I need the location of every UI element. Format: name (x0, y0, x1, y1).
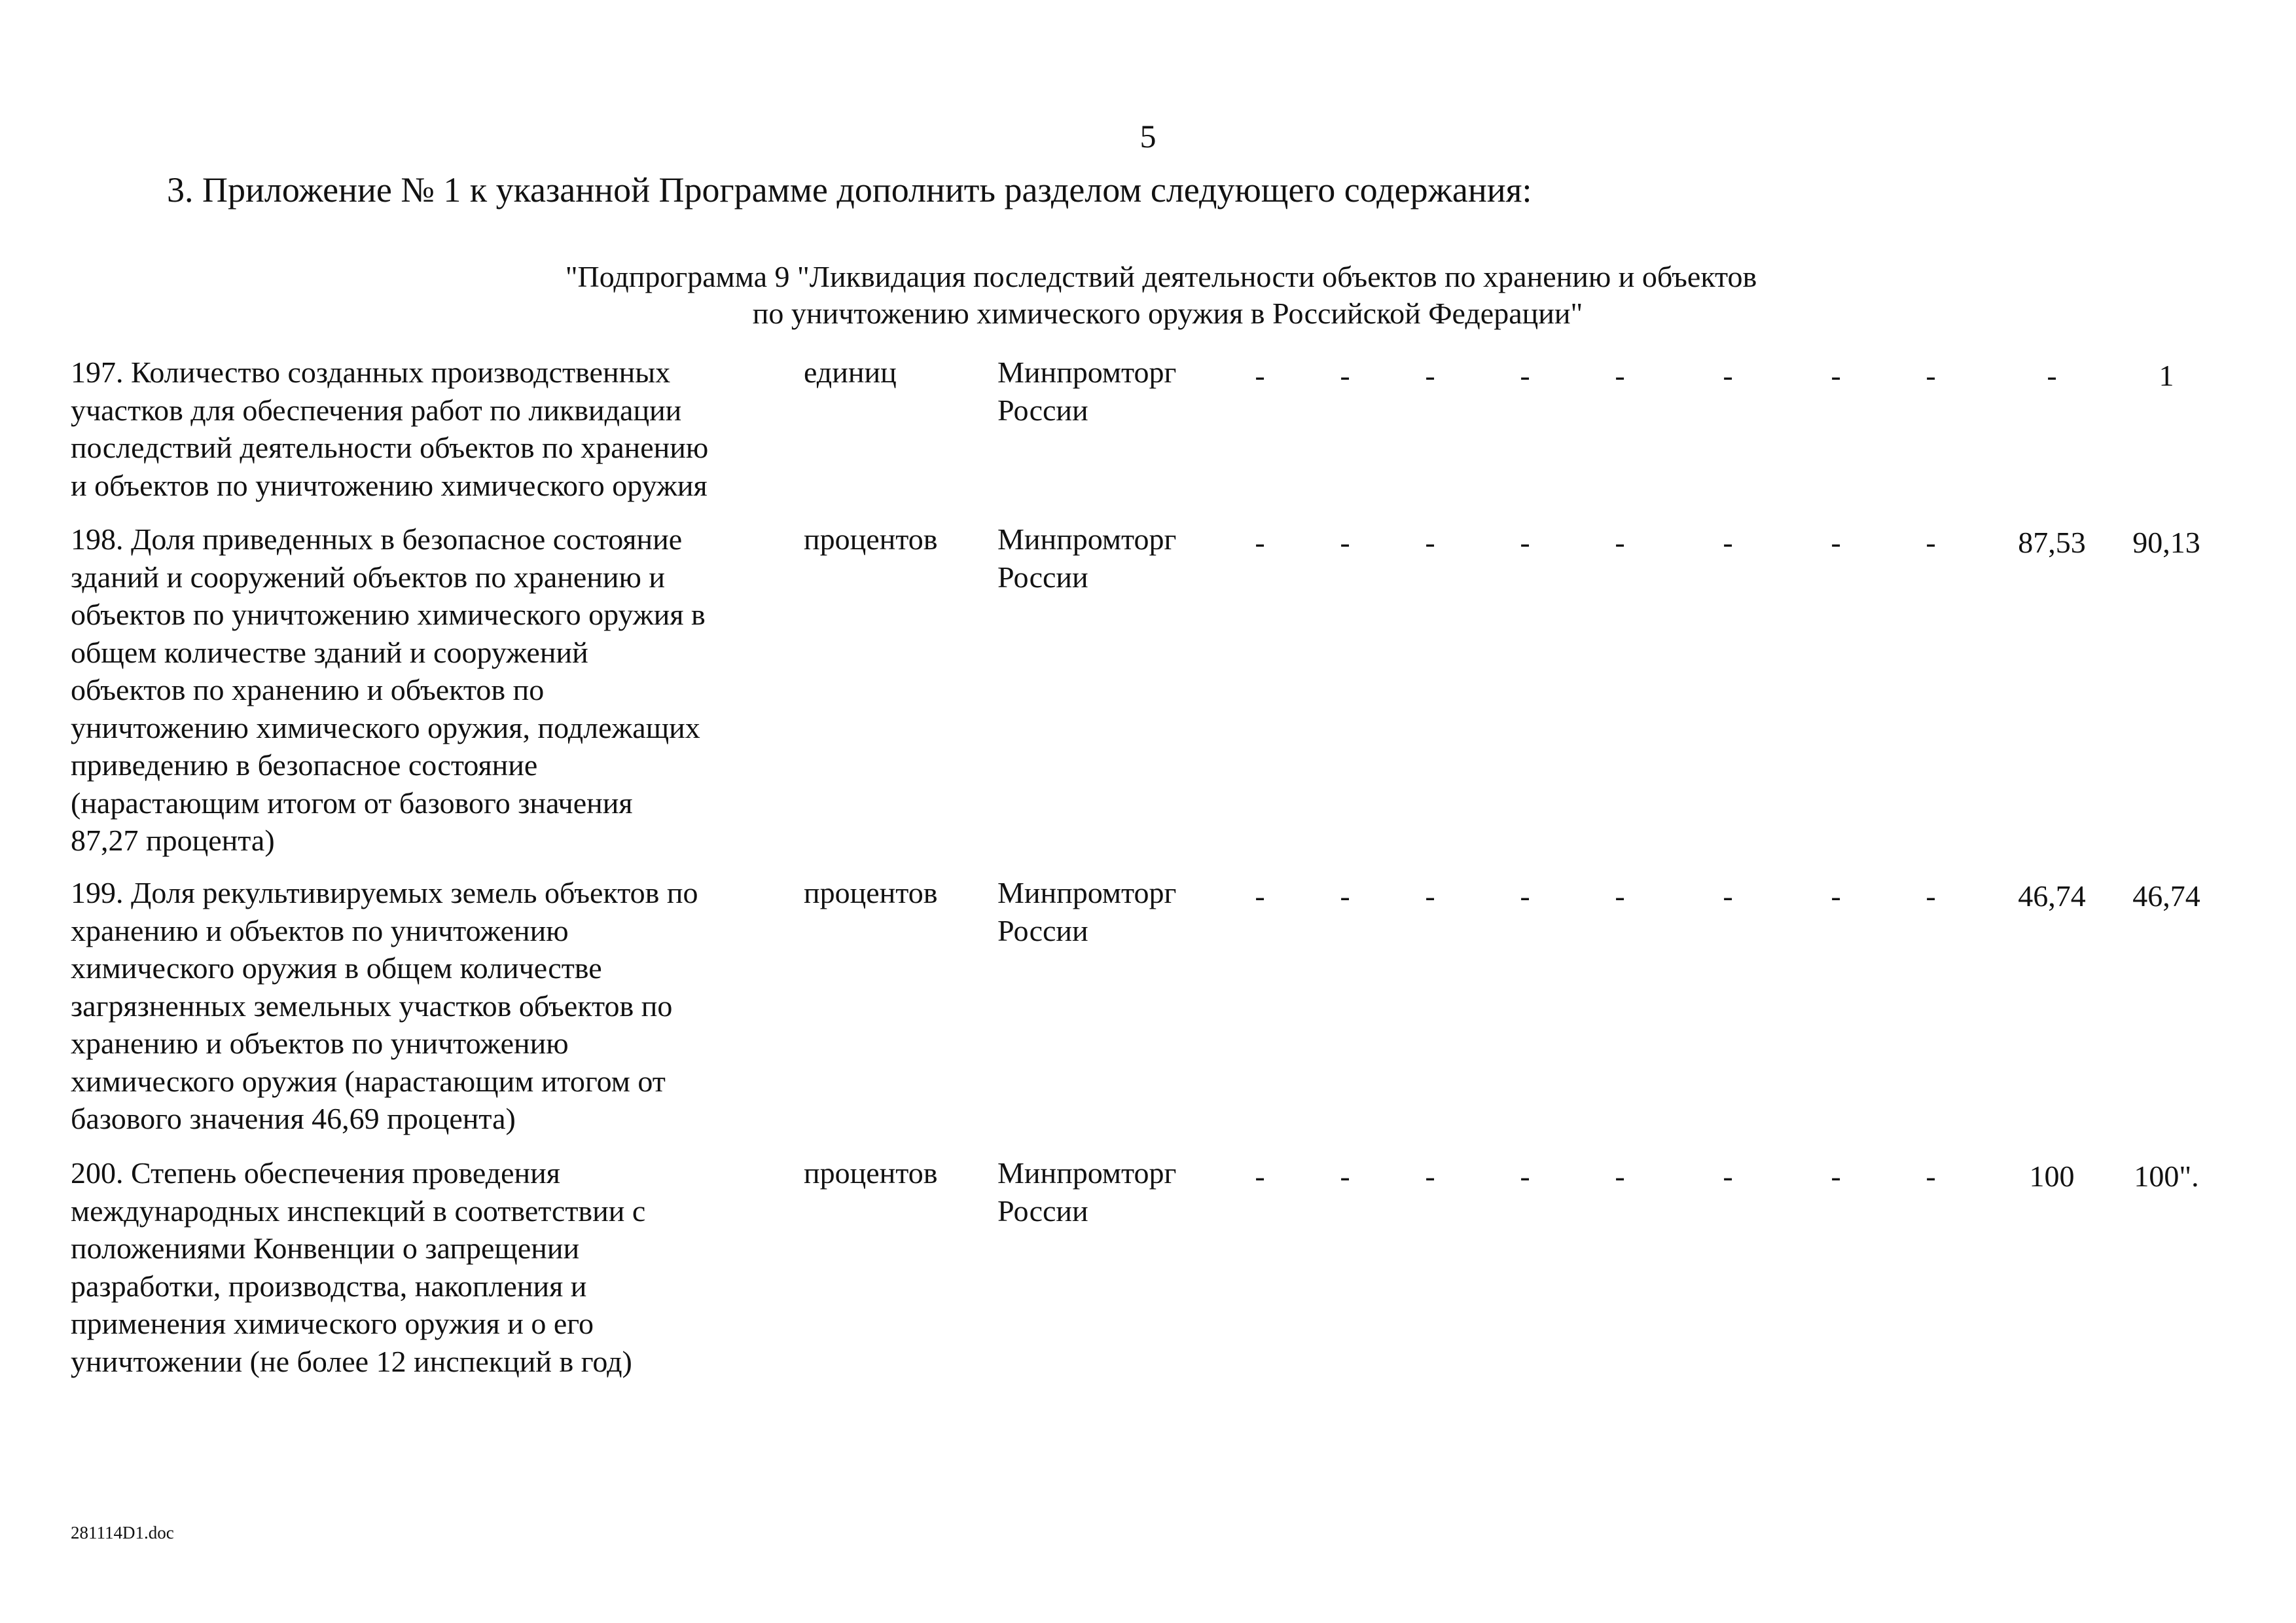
description-line: приведению в безопасное состояние (71, 748, 538, 782)
subprogram-title-line-1: "Подпрограмма 9 "Ликвидация последствий деятельности объектов по хранению и объектов (565, 260, 1757, 293)
year-value-cell: - (1831, 879, 1841, 913)
executor-line: России (997, 560, 1088, 594)
description-line: 197. Количество созданных производственных (71, 356, 671, 389)
description-line: загрязненных земельных участков объектов по (71, 989, 673, 1023)
description-line: химического оружия в общем количестве (71, 951, 602, 985)
description-line: общем количестве зданий и сооружений (71, 635, 588, 669)
description-line: 87,27 процента) (71, 824, 275, 857)
year-value-cell: - (1831, 359, 1841, 392)
year-value-cell: - (1255, 359, 1265, 392)
description-line: уничтожении (не более 12 инспекций в год) (71, 1344, 632, 1378)
description-line: химического оружия (нарастающим итогом от (71, 1064, 666, 1098)
year-value-cell: - (1926, 359, 1936, 392)
responsible-executor (997, 874, 1176, 949)
year-value-cell: 100 (2029, 1159, 2075, 1193)
unit-of-measure: процентов (804, 522, 938, 556)
description-line: 198. Доля приведенных в безопасное состояние (71, 522, 683, 556)
year-value-cell: - (1615, 879, 1625, 913)
description-line: (нарастающим итогом от базового значения (71, 786, 633, 820)
year-value-cell: - (1425, 1159, 1435, 1193)
year-value-cell: - (1831, 1159, 1841, 1193)
year-value-cell: - (1340, 1159, 1350, 1193)
year-value-cell: - (1255, 1159, 1265, 1193)
year-value-cell: - (1615, 526, 1625, 559)
year-value-cell: 100". (2134, 1159, 2199, 1193)
year-value-cell: - (1520, 879, 1530, 913)
description-line: 200. Степень обеспечения проведения (71, 1156, 560, 1190)
unit-of-measure: процентов (804, 876, 938, 909)
description-line: положениями Конвенции о запрещении (71, 1231, 580, 1265)
year-value-cell: - (1723, 526, 1733, 559)
description-line: и объектов по уничтожению химического оружия (71, 468, 708, 502)
year-value-cell: - (1831, 526, 1841, 559)
year-value-cell: - (1520, 1159, 1530, 1193)
description-line: 199. Доля рекультивируемых земель объектов по (71, 876, 698, 909)
description-line: базового значения 46,69 процента) (71, 1102, 516, 1135)
indicator-description (71, 354, 791, 504)
year-value-cell: - (1425, 879, 1435, 913)
subprogram-title (0, 259, 2296, 332)
description-line: хранению и объектов по уничтожению (71, 1027, 569, 1060)
responsible-executor (997, 354, 1176, 429)
year-value-cell: - (1340, 879, 1350, 913)
year-value-cell: - (1255, 526, 1265, 559)
year-value-cell: 90,13 (2132, 526, 2200, 559)
unit-of-measure: единиц (804, 356, 897, 389)
year-value-cell: - (1340, 526, 1350, 559)
description-line: объектов по уничтожению химического оружия в (71, 598, 706, 631)
description-line: разработки, производства, накопления и (71, 1269, 587, 1303)
unit-of-measure: процентов (804, 1156, 938, 1190)
intro-paragraph: 3. Приложение № 1 к указанной Программе дополнить разделом следующего содержания: (167, 170, 1532, 210)
executor-line: Минпромторг (997, 876, 1177, 909)
description-line: последствий деятельности объектов по хранению (71, 431, 709, 464)
executor-line: России (997, 393, 1088, 427)
subprogram-title-line-2: по уничтожению химического оружия в Российской Федерации" (752, 297, 1583, 330)
year-value-cell: 87,53 (2018, 526, 2086, 559)
year-value-cell: 1 (2159, 359, 2174, 392)
year-value-cell: - (1340, 359, 1350, 392)
executor-line: Минпромторг (997, 356, 1177, 389)
description-line: международных инспекций в соответствии с (71, 1194, 646, 1228)
executor-line: России (997, 913, 1088, 947)
year-value-cell: - (1926, 879, 1936, 913)
description-line: участков для обеспечения работ по ликвидации (71, 393, 682, 427)
year-value-cell: 46,74 (2132, 879, 2200, 913)
year-value-cell: - (1425, 359, 1435, 392)
year-value-cell: - (1723, 359, 1733, 392)
responsible-executor (997, 1154, 1176, 1230)
year-value-cell: - (1615, 1159, 1625, 1193)
executor-line: Минпромторг (997, 1156, 1177, 1190)
year-value-cell: - (1723, 879, 1733, 913)
description-line: хранению и объектов по уничтожению (71, 913, 569, 947)
year-value-cell: - (1615, 359, 1625, 392)
year-value-cell: - (1520, 526, 1530, 559)
responsible-executor (997, 520, 1176, 596)
year-value-cell: - (2047, 359, 2057, 392)
page-number: 5 (1139, 118, 1157, 155)
year-value-cell: - (1723, 1159, 1733, 1193)
description-line: применения химического оружия и о его (71, 1307, 594, 1340)
year-value-cell: - (1926, 1159, 1936, 1193)
description-line: зданий и сооружений объектов по хранению и (71, 560, 665, 594)
description-line: объектов по хранению и объектов по (71, 673, 545, 706)
footer-filename: 281114D1.doc (71, 1523, 174, 1542)
year-value-cell: - (1425, 526, 1435, 559)
year-value-cell: - (1520, 359, 1530, 392)
indicator-description (71, 1154, 791, 1380)
year-value-cell: - (1926, 526, 1936, 559)
indicator-description (71, 874, 791, 1138)
executor-line: России (997, 1194, 1088, 1228)
executor-line: Минпромторг (997, 522, 1177, 556)
year-value-cell: - (1255, 879, 1265, 913)
description-line: уничтожению химического оружия, подлежащих (71, 710, 700, 744)
indicator-description (71, 520, 791, 860)
year-value-cell: 46,74 (2018, 879, 2086, 913)
